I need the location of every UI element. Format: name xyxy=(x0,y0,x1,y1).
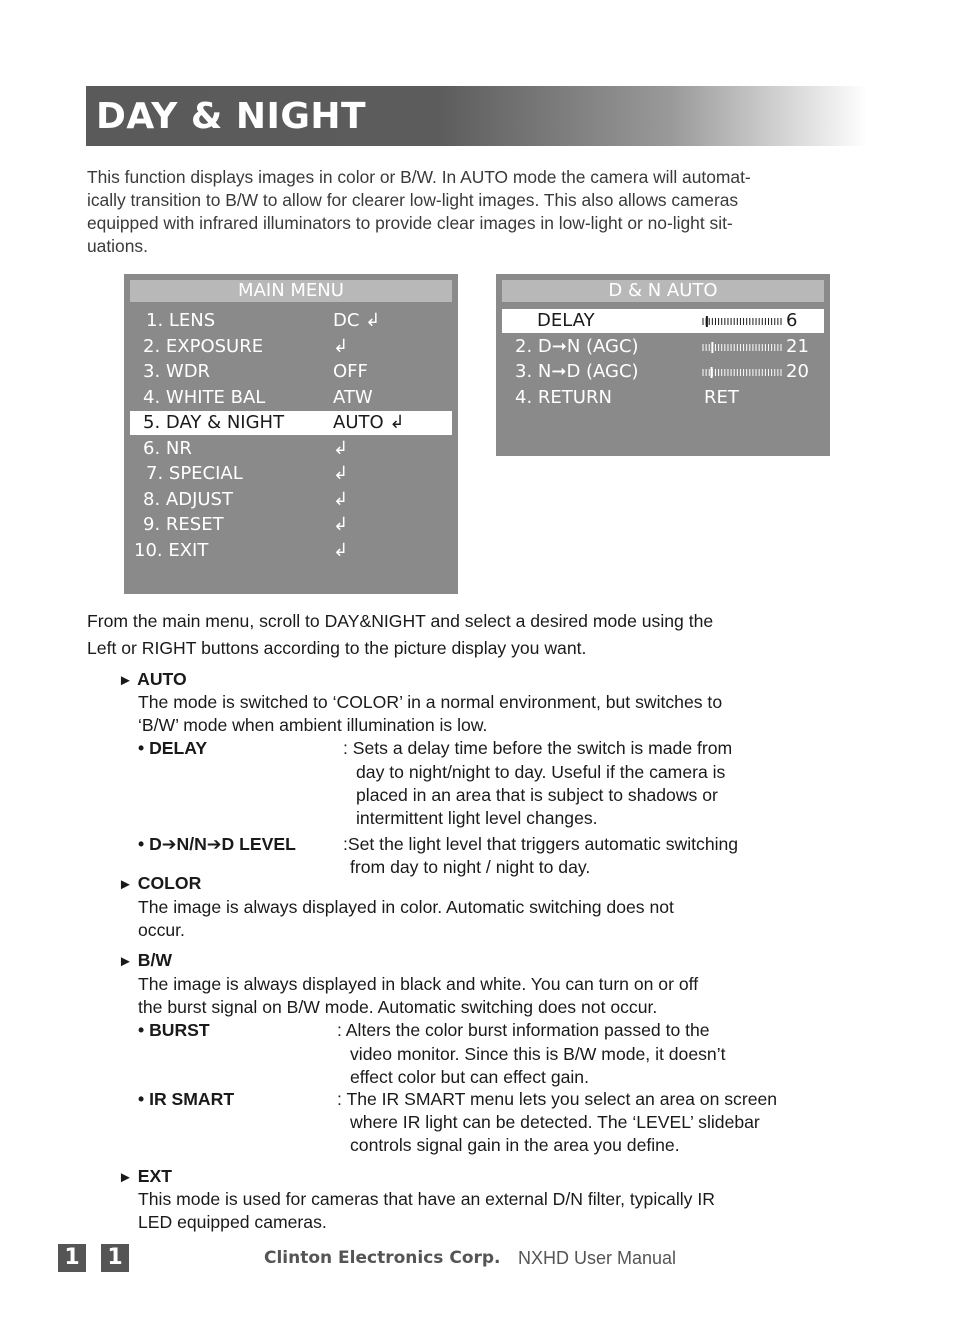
mode-heading-text: COLOR xyxy=(137,873,202,893)
burst-desc: video monitor. Since this is B/W mode, it doesn’t xyxy=(350,1044,726,1064)
n-to-d-slider[interactable] xyxy=(702,367,782,378)
menu-item-label: 4. RETURN xyxy=(515,387,612,408)
mode-bw-desc: The image is always displayed in black and white. You can turn on or off xyxy=(138,974,699,994)
menu-item-label: 1. LENS xyxy=(146,310,216,331)
mode-color-desc: The image is always displayed in color. Automatic switching does not xyxy=(138,897,674,917)
page-number-digit: 1 xyxy=(58,1244,86,1272)
main-menu-item-wdr[interactable] xyxy=(130,360,452,384)
level-term-text: D➔N/N➔D LEVEL xyxy=(149,834,296,854)
menu-item-value: ↲ xyxy=(333,336,349,357)
menu-item-label: 2. EXPOSURE xyxy=(143,336,264,357)
ir-smart-desc: where IR light can be detected. The ‘LEVEL’ slidebar xyxy=(350,1112,760,1132)
intro-line: uations. xyxy=(87,236,148,256)
delay-term-text: DELAY xyxy=(149,738,208,758)
delay-slider[interactable] xyxy=(702,316,782,327)
menu-item-value: 21 xyxy=(786,336,809,357)
main-menu-item-reset[interactable] xyxy=(130,513,452,537)
delay-desc: intermittent light level changes. xyxy=(356,808,598,828)
menu-item-value: ↲ xyxy=(333,463,349,484)
intro-line: equipped with infrared illuminators to provide clear images in low-light or no-light sit- xyxy=(87,213,733,233)
mode-ext-desc: This mode is used for cameras that have an external D/N filter, typically IR xyxy=(138,1189,715,1209)
dn-menu-item-delay[interactable] xyxy=(502,309,824,333)
delay-term: • DELAY xyxy=(138,738,208,758)
main-menu-item-nr[interactable] xyxy=(130,437,452,461)
burst-desc: effect color but can effect gain. xyxy=(350,1067,589,1087)
triangle-bullet-icon: ► xyxy=(118,953,133,970)
main-menu-item-day-night[interactable] xyxy=(130,411,452,435)
menu-item-value: OFF xyxy=(333,361,368,382)
menu-item-label: 8. ADJUST xyxy=(143,489,233,510)
mode-auto-desc: ‘B/W’ mode when ambient illumination is low. xyxy=(138,715,488,735)
menu-item-value: ↲ xyxy=(333,438,349,459)
burst-desc: : Alters the color burst information passed to the xyxy=(337,1020,710,1040)
menu-item-value: ↲ xyxy=(333,489,349,510)
menu-item-label: DELAY xyxy=(537,310,595,331)
ir-smart-desc: controls signal gain in the area you define. xyxy=(350,1135,680,1155)
main-menu-item-special[interactable] xyxy=(130,462,452,486)
menu-item-value: 20 xyxy=(786,361,809,382)
mode-heading-text: EXT xyxy=(137,1166,172,1186)
intro-line: This function displays images in color or B/W. In AUTO mode the camera will automat- xyxy=(87,167,751,187)
footer-manual-title: NXHD User Manual xyxy=(518,1248,677,1268)
delay-desc: day to night/night to day. Useful if the camera is xyxy=(356,762,726,782)
ir-smart-term: • IR SMART xyxy=(138,1089,235,1109)
menu-item-value: DC ↲ xyxy=(333,310,381,331)
menu-item-value: 6 xyxy=(786,310,798,331)
menu-item-value: AUTO ↲ xyxy=(333,412,405,433)
menu-item-label: 10. EXIT xyxy=(134,540,209,561)
main-menu-item-white-bal[interactable] xyxy=(130,386,452,410)
page-title: DAY & NIGHT xyxy=(96,96,367,137)
level-desc: from day to night / night to day. xyxy=(350,857,591,877)
main-menu-item-lens[interactable] xyxy=(130,309,452,333)
menu-item-value: ↲ xyxy=(333,514,349,535)
menu-item-label: 6. NR xyxy=(143,438,192,459)
menu-item-label: 4. WHITE BAL xyxy=(143,387,266,408)
menu-item-value: ↲ xyxy=(333,540,349,561)
instructions-line: Left or RIGHT buttons according to the picture display you want. xyxy=(87,638,587,658)
delay-desc: placed in an area that is subject to shadows or xyxy=(356,785,718,805)
title-bar xyxy=(86,86,868,146)
delay-desc: : Sets a delay time before the switch is made from xyxy=(343,738,733,758)
page-number-digit: 1 xyxy=(101,1244,129,1272)
d-to-n-slider[interactable] xyxy=(702,342,782,353)
ir-smart-desc: : The IR SMART menu lets you select an area on screen xyxy=(337,1089,778,1109)
level-desc: :Set the light level that triggers automatic switching xyxy=(343,834,739,854)
burst-term-text: BURST xyxy=(149,1020,210,1040)
mode-bw-heading xyxy=(118,950,172,971)
dn-menu-header: D & N AUTO xyxy=(502,280,824,302)
mode-auto-desc: The mode is switched to ‘COLOR’ in a normal environment, but switches to xyxy=(138,692,723,712)
menu-item-label: 2. D➞N (AGC) xyxy=(515,336,639,357)
main-menu-item-exit[interactable] xyxy=(130,539,452,563)
ir-smart-term-text: IR SMART xyxy=(149,1089,235,1109)
level-term: • D➔N/N➔D LEVEL xyxy=(138,834,296,854)
triangle-bullet-icon: ► xyxy=(118,1169,133,1186)
dn-menu-item-n-to-d[interactable] xyxy=(502,360,824,384)
menu-item-label: 7. SPECIAL xyxy=(146,463,243,484)
menu-item-label: 3. N➞D (AGC) xyxy=(515,361,639,382)
mode-heading-text: AUTO xyxy=(137,669,187,689)
menu-item-label: 3. WDR xyxy=(143,361,211,382)
menu-item-label: 5. DAY & NIGHT xyxy=(143,412,285,433)
dn-menu-item-d-to-n[interactable] xyxy=(502,335,824,359)
menu-item-value: ATW xyxy=(333,387,373,408)
footer-company: Clinton Electronics Corp. xyxy=(264,1248,501,1268)
mode-bw-desc: the burst signal on B/W mode. Automatic switching does not occur. xyxy=(138,997,658,1017)
intro-line: ically transition to B/W to allow for clearer low-light images. This also allows cameras xyxy=(87,190,739,210)
intro-paragraph xyxy=(87,166,869,258)
instructions-line: From the main menu, scroll to DAY&NIGHT and select a desired mode using the xyxy=(87,611,714,631)
main-menu-item-exposure[interactable] xyxy=(130,335,452,359)
main-menu-osd xyxy=(124,274,458,594)
mode-heading-text: B/W xyxy=(137,950,172,970)
mode-color-desc: occur. xyxy=(138,920,185,940)
burst-term: • BURST xyxy=(138,1020,210,1040)
mode-ext-heading xyxy=(118,1166,172,1187)
mode-ext-desc: LED equipped cameras. xyxy=(138,1212,327,1232)
menu-item-label: 9. RESET xyxy=(143,514,224,535)
mode-auto-heading xyxy=(118,669,187,690)
triangle-bullet-icon: ► xyxy=(118,876,133,893)
dn-auto-menu-osd xyxy=(496,274,830,456)
dn-menu-item-return[interactable] xyxy=(502,386,824,410)
main-menu-item-adjust[interactable] xyxy=(130,488,452,512)
main-menu-header: MAIN MENU xyxy=(130,280,452,302)
triangle-bullet-icon: ► xyxy=(118,672,133,689)
mode-color-heading xyxy=(118,873,201,894)
menu-item-value: RET xyxy=(704,387,739,408)
